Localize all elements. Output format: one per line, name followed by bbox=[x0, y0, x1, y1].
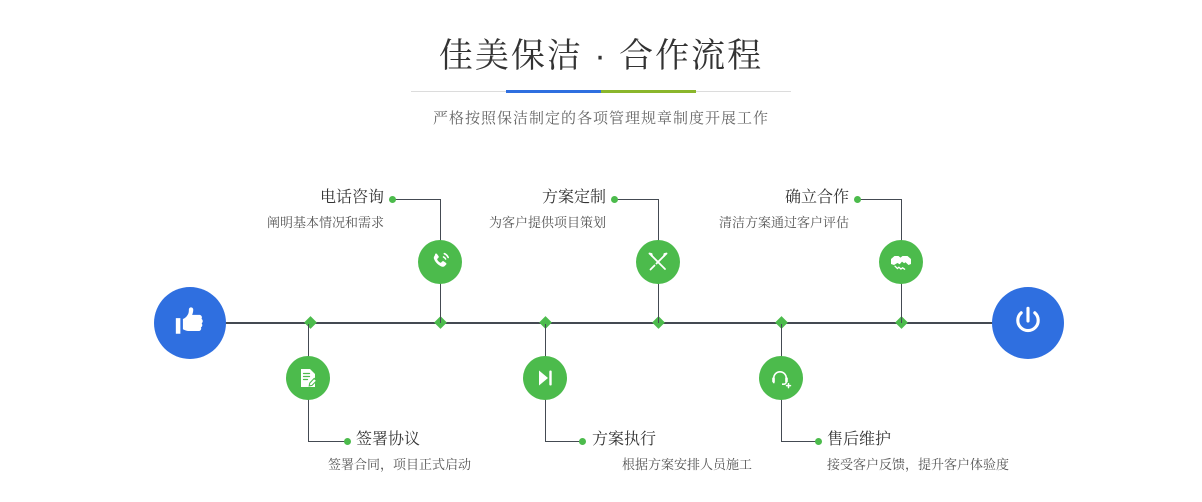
thumbs-up-icon bbox=[173, 304, 207, 343]
connector-line bbox=[781, 441, 819, 442]
page-title: 佳美保洁 · 合作流程 bbox=[438, 37, 764, 75]
step-title-2: 签署协议 bbox=[356, 431, 421, 448]
flow-end-endpoint[interactable] bbox=[992, 287, 1064, 359]
step-desc-5: 清洁方案通过客户评估 bbox=[718, 215, 849, 230]
connector-line bbox=[857, 199, 901, 200]
step-title-3: 方案定制 bbox=[541, 189, 606, 206]
step-desc-6: 接受客户反馈，提升客户体验度 bbox=[827, 457, 1010, 472]
divider-blue-segment bbox=[506, 90, 601, 93]
connector-dot bbox=[815, 438, 822, 445]
connector-dot bbox=[579, 438, 586, 445]
title-divider bbox=[411, 90, 791, 93]
connector-line bbox=[308, 441, 348, 442]
power-icon bbox=[1011, 304, 1045, 343]
connector-dot bbox=[344, 438, 351, 445]
play-forward-icon bbox=[533, 366, 557, 390]
timeline-marker bbox=[304, 316, 317, 329]
connector-dot bbox=[611, 196, 618, 203]
handshake-icon bbox=[889, 250, 913, 274]
step-icon-2[interactable] bbox=[286, 356, 330, 400]
process-flow bbox=[0, 150, 1202, 502]
step-desc-4: 根据方案安排人员施工 bbox=[622, 457, 753, 472]
step-desc-1: 阐明基本情况和需求 bbox=[266, 215, 384, 230]
step-title-6: 售后维护 bbox=[827, 431, 892, 448]
step-title-4: 方案执行 bbox=[592, 431, 657, 448]
headset-support-icon bbox=[769, 366, 793, 390]
phone-ringing-icon bbox=[428, 250, 452, 274]
step-desc-2: 签署合同，项目正式启动 bbox=[328, 457, 472, 472]
step-desc-3: 为客户提供项目策划 bbox=[488, 215, 606, 230]
connector-dot bbox=[854, 196, 861, 203]
tools-icon bbox=[646, 250, 670, 274]
step-icon-1[interactable] bbox=[418, 240, 462, 284]
step-icon-3[interactable] bbox=[636, 240, 680, 284]
step-title-5: 确立合作 bbox=[784, 189, 849, 206]
divider-green-segment bbox=[601, 90, 696, 93]
page-subtitle: 严格按照保洁制定的各项管理规章制度开展工作 bbox=[432, 110, 769, 127]
step-icon-6[interactable] bbox=[759, 356, 803, 400]
connector-line bbox=[545, 441, 583, 442]
flow-start-endpoint[interactable] bbox=[154, 287, 226, 359]
step-icon-5[interactable] bbox=[879, 240, 923, 284]
connector-dot bbox=[389, 196, 396, 203]
step-title-1: 电话咨询 bbox=[319, 189, 384, 206]
header bbox=[0, 32, 1202, 128]
step-icon-4[interactable] bbox=[523, 356, 567, 400]
document-edit-icon bbox=[296, 366, 320, 390]
